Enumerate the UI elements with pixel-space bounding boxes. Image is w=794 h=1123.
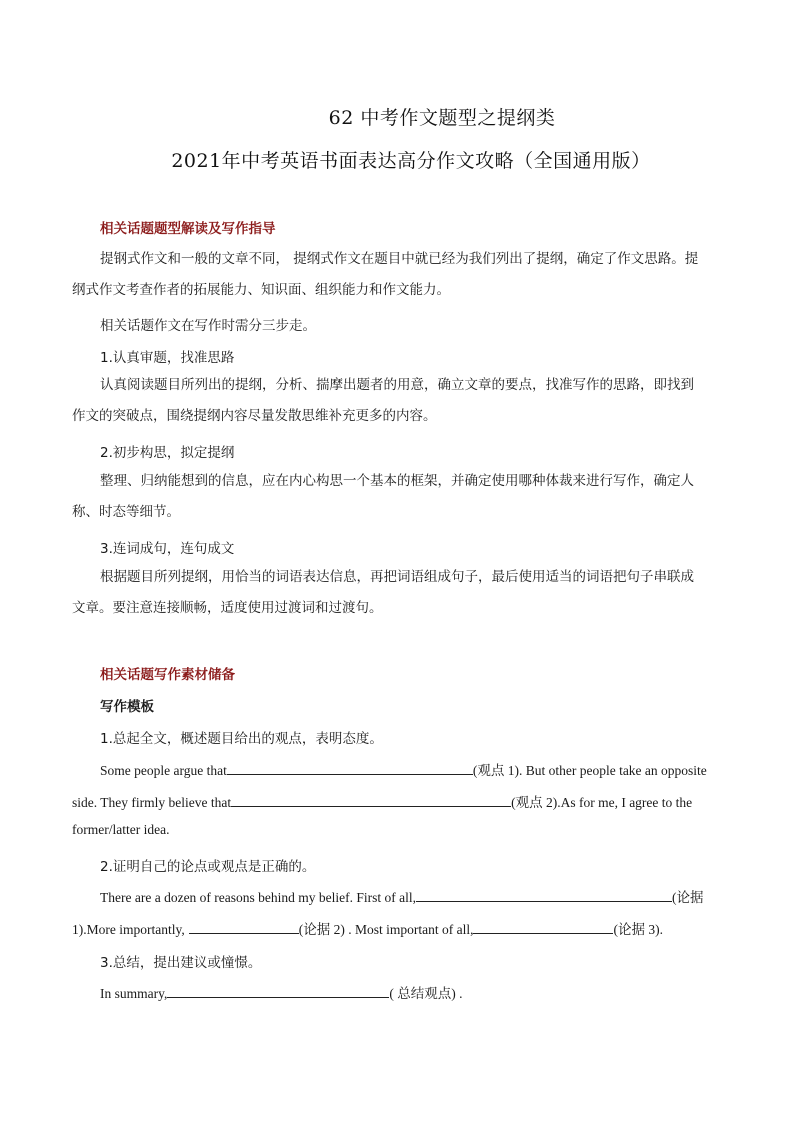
fill-blank[interactable] xyxy=(227,760,473,775)
template-text: side. They firmly believe that xyxy=(72,795,232,810)
template-text: (观点 2).As for me, I agree to the xyxy=(511,795,693,810)
fill-blank[interactable] xyxy=(189,919,299,934)
paragraph-line: 根据题目所列提纲，用恰当的词语表达信息，再把词语组成句子，最后使用适当的词语把句子串联成 xyxy=(100,569,694,585)
paragraph-line: 认真阅读题目所列出的提纲，分析、揣摩出题者的用意，确立文章的要点，找准写作的思路，即找到 xyxy=(100,377,694,393)
paragraph-line: 整理、归纳能想到的信息，应在内心构思一个基本的框架，并确定使用哪种体裁来进行写作，确定人 xyxy=(100,473,694,489)
template1-line2 xyxy=(72,791,692,811)
fill-blank[interactable] xyxy=(231,792,511,807)
step3-title: 3.连词成句，连句成文 xyxy=(100,541,235,557)
intro-paragraph xyxy=(72,244,722,306)
paragraph-line: 纲式作文考查作者的拓展能力、知识面、组织能力和作文能力。 xyxy=(72,282,450,298)
template-text: Some people argue that xyxy=(100,763,227,778)
template1-line1 xyxy=(100,759,707,779)
paragraph-line: 提钢式作文和一般的文章不同， 提纲式作文在题目中就已经为我们列出了提纲，确定了作文思路。提 xyxy=(100,251,699,267)
template1-line3: former/latter idea. xyxy=(72,822,170,837)
step1-paragraph xyxy=(72,370,722,432)
fill-blank[interactable] xyxy=(416,887,672,902)
step2-title: 2.初步构思，拟定提纲 xyxy=(100,445,235,461)
template2-line2 xyxy=(72,918,663,938)
paragraph-line: 文章。要注意连接顺畅，适度使用过渡词和过渡句。 xyxy=(72,600,383,616)
template3-line1 xyxy=(100,982,463,1002)
template1-title: 1.总起全文，概述题目给出的观点，表明态度。 xyxy=(100,731,383,747)
section-heading-guide: 相关话题题型解读及写作指导 xyxy=(100,221,276,237)
template-text: ( 总结观点) . xyxy=(389,986,463,1001)
paragraph-line: 作文的突破点，围绕提纲内容尽量发散思维补充更多的内容。 xyxy=(72,408,437,424)
template3-title: 3.总结，提出建议或憧憬。 xyxy=(100,955,262,971)
template2-line1 xyxy=(100,886,704,906)
template-text: 1).More importantly, xyxy=(72,922,185,937)
template-text: (论据 3). xyxy=(613,922,663,937)
template-text: (论据 2) . Most important of all, xyxy=(298,922,474,937)
step1-title: 1.认真审题，找准思路 xyxy=(100,350,235,366)
fill-blank[interactable] xyxy=(473,919,613,934)
step2-paragraph xyxy=(72,466,722,528)
document-subtitle: 2021年中考英语书面表达高分作文攻略（全国通用版） xyxy=(171,150,651,172)
document-title: 62 中考作文题型之提纲类 xyxy=(328,107,556,129)
section-heading-materials: 相关话题写作素材储备 xyxy=(100,667,235,683)
template-text: In summary, xyxy=(100,986,168,1001)
step3-paragraph xyxy=(72,562,722,624)
template2-title: 2.证明自己的论点或观点是正确的。 xyxy=(100,859,316,875)
fill-blank[interactable] xyxy=(167,983,389,998)
template-text: There are a dozen of reasons behind my belief. First of all, xyxy=(100,890,417,905)
template-text: (论据 xyxy=(672,890,704,905)
template-title: 写作模板 xyxy=(100,699,154,715)
template-text: (观点 1). But other people take an opposite xyxy=(472,763,707,778)
steps-intro: 相关话题作文在写作时需分三步走。 xyxy=(100,318,316,334)
paragraph-line: 称、时态等细节。 xyxy=(72,504,180,520)
